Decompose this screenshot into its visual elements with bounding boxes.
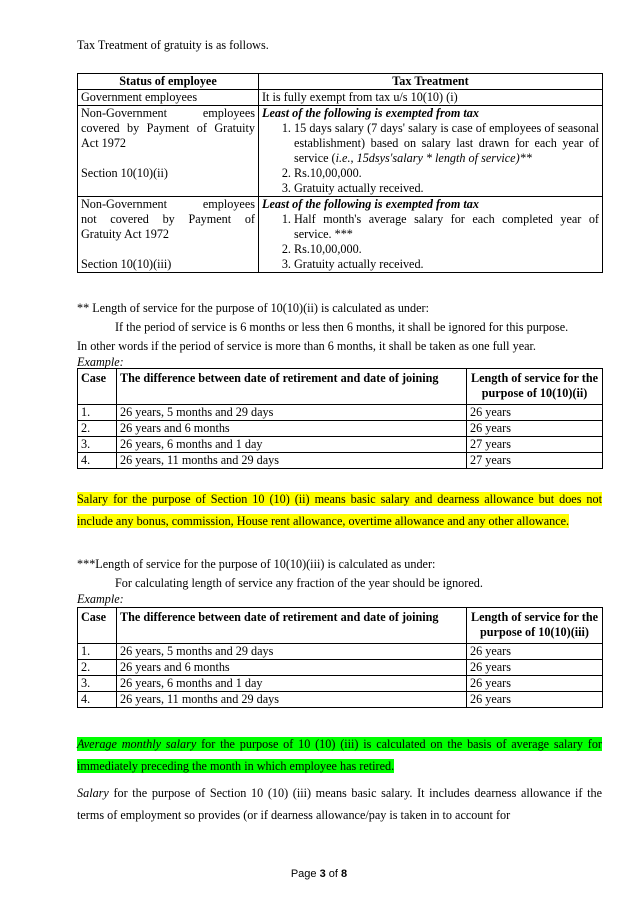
status-line: Act 1972 [81, 136, 127, 150]
table-row [78, 90, 603, 106]
length-cell: 27 years [467, 437, 603, 453]
length-cell: 26 years [467, 644, 603, 660]
header-length: Length of service for the purpose of 10(10)(ii) [467, 369, 603, 405]
table-row [78, 437, 603, 453]
difference-cell: 26 years and 6 months [117, 421, 467, 437]
table-row [78, 660, 603, 676]
list-item: 2. Rs.10,00,000. [294, 242, 599, 257]
case-cell: 4. [78, 692, 117, 708]
treatment-list [262, 212, 599, 272]
treatment-cell [259, 106, 603, 197]
treatment-cell: It is fully exempt from tax u/s 10(10) (i) [259, 90, 603, 106]
service-table-ii [77, 368, 603, 469]
section-ref: Section 10(10)(iii) [81, 257, 172, 271]
highlighted-text: Salary for the purpose of Section 10 (10) (ii) means basic salary and dearness allowance but does not include any bonus, commission, House rent allowance, overtime allowance and any other allowance. [77, 492, 602, 528]
case-cell: 2. [78, 421, 117, 437]
current-page-number: 3 [319, 868, 326, 880]
list-item: 3. Gratuity actually received. [294, 181, 599, 196]
table-header-row [78, 369, 603, 405]
case-cell: 1. [78, 644, 117, 660]
list-item: 1. Half month's average salary for each completed year of service. *** [294, 212, 599, 242]
case-cell: 4. [78, 453, 117, 469]
length-cell: 26 years [467, 421, 603, 437]
case-cell: 3. [78, 437, 117, 453]
length-cell: 27 years [467, 453, 603, 469]
list-item: 3. Gratuity actually received. [294, 257, 599, 272]
highlighted-text: Average monthly salary for the purpose of 10 (10) (iii) is calculated on the basis of average salary for immediately preceding the month in which employee has retired. [77, 737, 602, 773]
list-item: 2. Rs.10,00,000. [294, 166, 599, 181]
difference-cell: 26 years, 5 months and 29 days [117, 644, 467, 660]
length-cell: 26 years [467, 405, 603, 421]
example-label: Example: [77, 592, 124, 606]
header-treatment: Tax Treatment [259, 74, 603, 90]
table-row [78, 106, 603, 197]
table-row [78, 453, 603, 469]
table-row [78, 421, 603, 437]
table-row [78, 197, 603, 273]
case-cell: 1. [78, 405, 117, 421]
table-row [78, 644, 603, 660]
case-cell: 3. [78, 676, 117, 692]
note-ii-line2: In other words if the period of service is more than 6 months, it shall be taken as one full year. [77, 339, 536, 353]
length-cell: 26 years [467, 660, 603, 676]
table-row [78, 692, 603, 708]
difference-cell: 26 years, 6 months and 1 day [117, 676, 467, 692]
intro-line: Tax Treatment of gratuity is as follows. [77, 38, 269, 52]
table-row [78, 676, 603, 692]
header-case: Case [78, 369, 117, 405]
tax-treatment-table [77, 73, 603, 273]
page-footer: Page 3 of 8 [290, 868, 348, 880]
note-iii-title: ***Length of service for the purpose of 10(10)(iii) is calculated as under: [77, 557, 436, 571]
difference-cell: 26 years, 5 months and 29 days [117, 405, 467, 421]
header-status: Status of employee [78, 74, 259, 90]
list-item: 1. 15 days salary (7 days' salary is case of employees of seasonal establishment) based on salary last drawn for each year of service (i.e., 15dsys'salary * length of service)** [294, 121, 599, 166]
treatment-cell [259, 197, 603, 273]
header-difference: The difference between date of retirement and date of joining [117, 608, 467, 644]
section-ref: Section 10(10)(ii) [81, 166, 168, 180]
status-cell: Government employees [78, 90, 259, 106]
status-cell [78, 197, 259, 273]
case-cell: 2. [78, 660, 117, 676]
header-difference: The difference between date of retirement and date of joining [117, 369, 467, 405]
example-label: Example: [77, 355, 124, 369]
difference-cell: 26 years, 6 months and 1 day [117, 437, 467, 453]
table-row [78, 405, 603, 421]
treatment-heading: Least of the following is exempted from tax [262, 106, 479, 120]
note-ii-title: ** Length of service for the purpose of 10(10)(ii) is calculated as under: [77, 301, 429, 315]
total-pages: 8 [341, 868, 348, 880]
status-line: Gratuity Act 1972 [81, 227, 170, 241]
treatment-heading: Least of the following is exempted from tax [262, 197, 479, 211]
treatment-list [262, 121, 599, 196]
note-ii-line1: If the period of service is 6 months or less then 6 months, it shall be ignored for this purpose. [115, 320, 569, 334]
status-line: not covered by Payment of [81, 212, 255, 226]
difference-cell: 26 years, 11 months and 29 days [117, 453, 467, 469]
status-line: covered by Payment of Gratuity [81, 121, 255, 135]
avg-salary-paragraph [77, 734, 602, 777]
status-line: Non-Government employees [81, 106, 255, 120]
status-cell [78, 106, 259, 197]
note-iii-line1: For calculating length of service any fraction of the year should be ignored. [115, 576, 483, 590]
table-header-row [78, 608, 603, 644]
salary-definition-paragraph [77, 489, 602, 532]
length-cell: 26 years [467, 676, 603, 692]
table-header-row [78, 74, 603, 90]
service-table-iii [77, 607, 603, 708]
status-line: Non-Government employees [81, 197, 255, 211]
length-cell: 26 years [467, 692, 603, 708]
header-length: Length of service for the purpose of 10(10)(iii) [467, 608, 603, 644]
salary-iii-paragraph: Salary for the purpose of Section 10 (10) (iii) means basic salary. It includes dearness allowance if the terms of employment so provides (or if dearness allowance/pay is taken in to account for [77, 786, 602, 822]
difference-cell: 26 years, 11 months and 29 days [117, 692, 467, 708]
difference-cell: 26 years and 6 months [117, 660, 467, 676]
header-case: Case [78, 608, 117, 644]
